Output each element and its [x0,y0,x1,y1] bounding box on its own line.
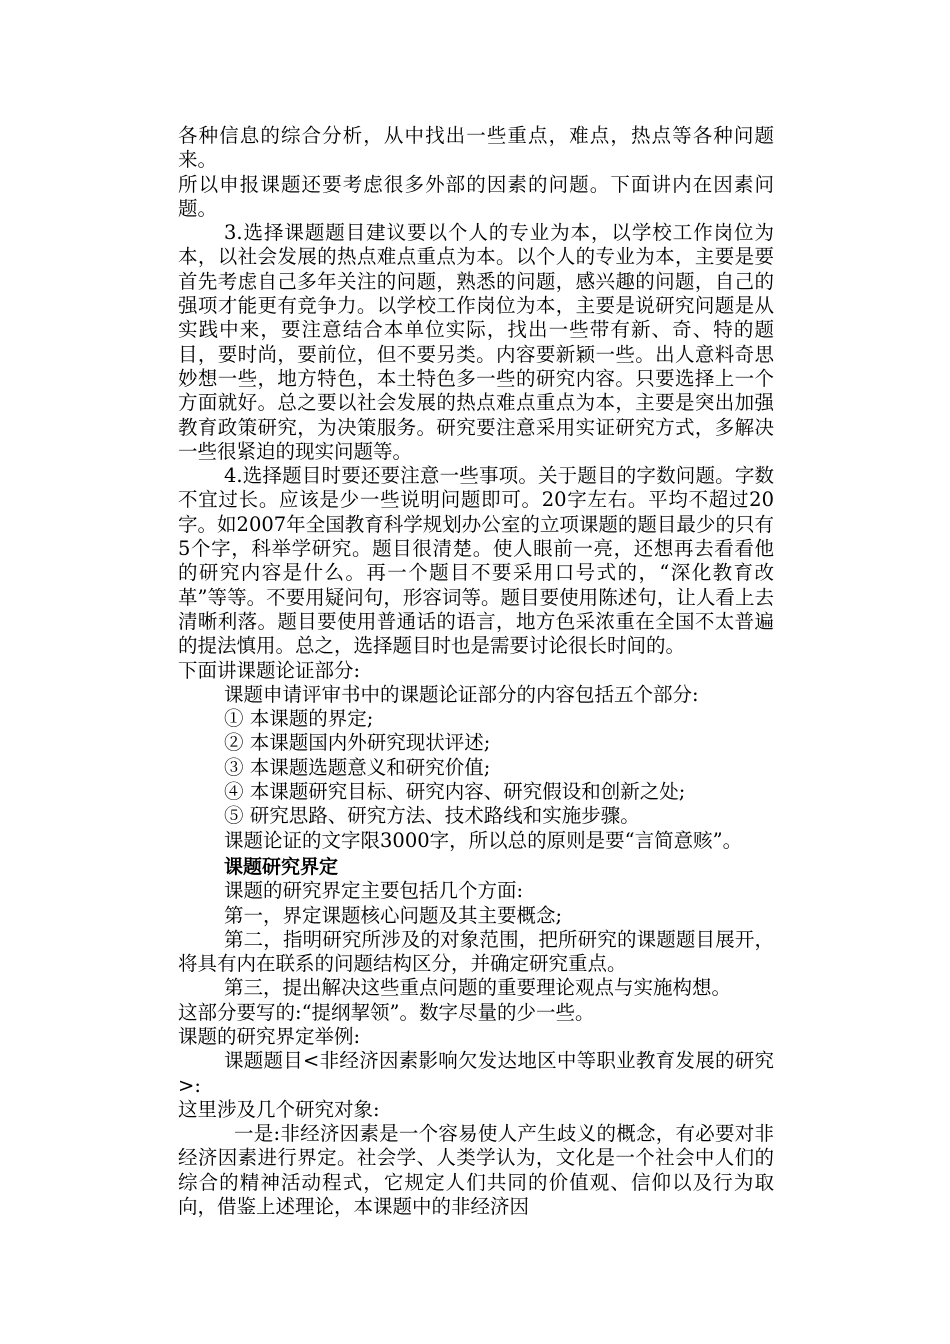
list-item: ④ 本课题研究目标、研究内容、研究假设和创新之处; [224,780,686,804]
paragraph: 3.选择课题题目建议要以个人的专业为本，以学校工作岗位为本，以社会发展的热点难点重点为本。以个人的专业为本，主要是要首先考虑自己多年关注的问题，熟悉的问题，感兴趣的问题，自己的强项才能更有竞争力。以学校工作岗位为本，主要是说研究问题是从实践中来，要注意结合本单位实际，找出一些带有新、奇、特的题目，要时尚，要前位，但不要另类。内容要新颖一些。出人意料奇思妙想一些，地方特色，本土特色多一些的研究内容。只要选择上一个方面就好。总之要以社会发展的热点难点重点为本，主要是突出加强教育政策研究，为决策服务。研究要注意采用实证研究方式，多解决一些很紧迫的现实问题等。 [178,221,774,463]
paragraph: 这里涉及几个研究对象: [178,1097,380,1121]
paragraph: 课题题目<非经济因素影响欠发达地区中等职业教育发展的研究>: [178,1049,774,1097]
list-intro: 课题申请评审书中的课题论证部分的内容包括五个部分: [224,682,699,706]
paragraph: 第一，界定课题核心问题及其主要概念; [224,903,563,927]
list-item: ⑤ 研究思路、研究方法、技术路线和实施步骤。 [224,804,640,828]
list-item: ① 本课题的界定; [224,707,374,731]
list-item: ② 本课题国内外研究现状评述; [224,731,491,755]
document-page [178,124,774,1219]
list-item: ③ 本课题选题意义和研究价值; [224,755,491,779]
paragraph: 第三，提出解决这些重点问题的重要理论观点与实施构想。 [224,976,732,1000]
paragraph: 下面讲课题论证部分: [178,658,361,682]
paragraph: 课题的研究界定主要包括几个方面: [224,879,524,903]
paragraph: 这部分要写的:“提纲挈领”。数字尽量的少一些。 [178,1000,595,1024]
paragraph: 课题的研究界定举例: [178,1024,361,1048]
paragraph: 4.选择题目时要还要注意一些事项。关于题目的字数问题。字数不宜过长。应该是少一些说明问题即可。20字左右。平均不超过20字。如2007年全国教育科学规划办公室的立项课题的题目最少的只有5个字，科举学研究。题目很清楚。使人眼前一亮，还想再去看看他的研究内容是什么。再一个题目不要采用口号式的，“深化教育改革”等等。不要用疑问句，形容词等。题目要使用陈述句，让人看上去清晰利落。题目要使用普通话的语言，地方色采浓重在全国不太普遍的提法慎用。总之，选择题目时也是需要讨论很长时间的。 [178,464,774,658]
section-heading: 课题研究界定 [224,855,339,878]
paragraph: 第二，指明研究所涉及的对象范围，把所研究的课题题目展开，将具有内在联系的问题结构区分，并确定研究重点。 [178,927,774,976]
paragraph: 一是:非经济因素是一个容易使人产生歧义的概念，有必要对非经济因素进行界定。社会学、人类学认为，文化是一个社会中人们的综合的精神活动程式，它规定人们共同的价值观、信仰以及行为取向，借鉴上述理论，本课题中的非经济因 [178,1122,774,1219]
paragraph: 课题论证的文字限3000字，所以总的原则是要“言简意赅”。 [224,828,743,852]
paragraph: 所以申报课题还要考虑很多外部的因素的问题。下面讲内在因素问题。 [178,172,774,220]
paragraph: 各种信息的综合分析，从中找出一些重点，难点，热点等各种问题来。 [178,124,774,172]
